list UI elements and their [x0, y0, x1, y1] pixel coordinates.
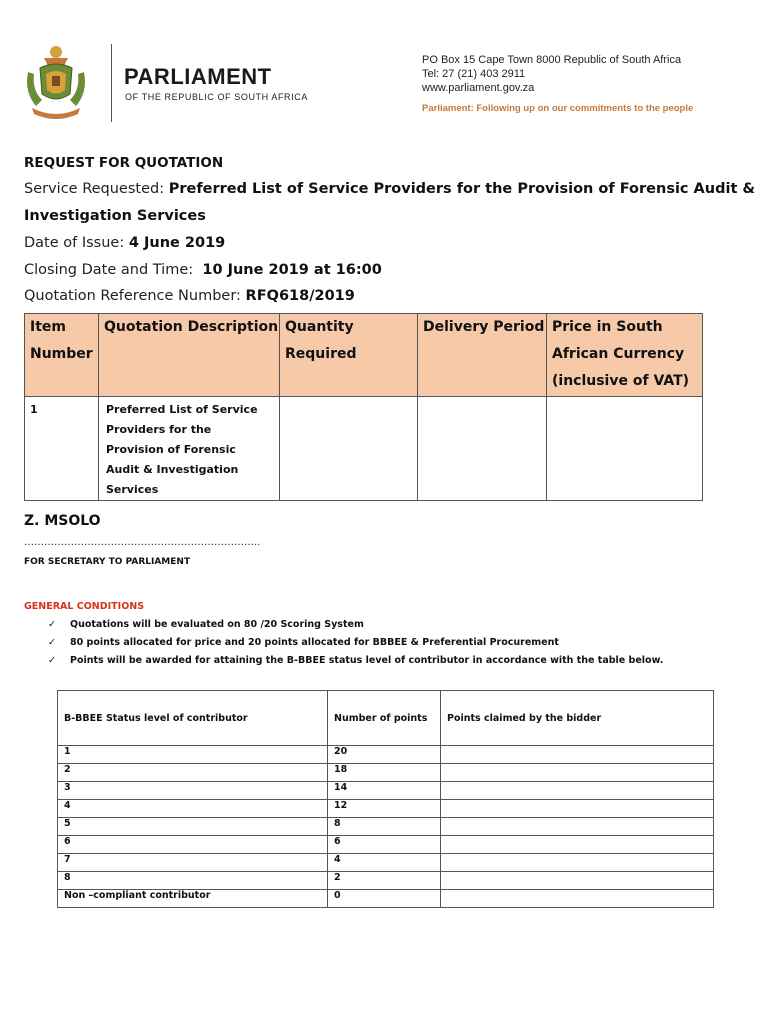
cell-claimed[interactable]: [441, 854, 714, 872]
cell-claimed[interactable]: [441, 782, 714, 800]
list-item: ✓ Points will be awarded for attaining the B-BBEE status level of contributor in accordance with the table below.: [48, 655, 664, 666]
cell-claimed[interactable]: [441, 818, 714, 836]
table-row: [25, 397, 703, 501]
bbbee-points-table: [57, 690, 714, 908]
col-status-level: B-BBEE Status level of contributor: [58, 691, 328, 746]
cell-level: 8: [58, 872, 328, 890]
issue-label: Date of Issue:: [24, 235, 125, 251]
service-requested-line-2: [24, 208, 206, 224]
quotation-table: [24, 313, 703, 501]
cell-points: 2: [328, 872, 441, 890]
tagline: Parliament: Following up on our commitments to the people: [422, 103, 694, 114]
date-of-issue-line: [24, 235, 225, 251]
reference-label: Quotation Reference Number:: [24, 288, 241, 304]
header-divider: [111, 44, 112, 122]
table-row: [58, 818, 714, 836]
cell-description: Preferred List of Service Providers for the Provision of Forensic Audit & Investigation Services: [99, 397, 280, 501]
cell-points: 20: [328, 746, 441, 764]
cell-points: 18: [328, 764, 441, 782]
cell-level: 5: [58, 818, 328, 836]
cell-quantity[interactable]: [280, 397, 418, 501]
cell-claimed[interactable]: [441, 764, 714, 782]
cell-claimed[interactable]: [441, 746, 714, 764]
reference-value: RFQ618/2019: [245, 288, 355, 304]
closing-date-line: [24, 262, 382, 278]
cell-points: 6: [328, 836, 441, 854]
service-label: Service Requested:: [24, 181, 165, 197]
col-description: Quotation Description: [99, 314, 280, 397]
checkmark-icon: ✓: [48, 655, 56, 666]
col-item-number: Item Number: [25, 314, 99, 397]
cell-claimed[interactable]: [441, 890, 714, 908]
cell-points: 12: [328, 800, 441, 818]
org-subtitle: OF THE REPUBLIC OF SOUTH AFRICA: [125, 92, 308, 102]
col-number-of-points: Number of points: [328, 691, 441, 746]
cell-level: 2: [58, 764, 328, 782]
cell-level: 3: [58, 782, 328, 800]
col-points-claimed: Points claimed by the bidder: [441, 691, 714, 746]
table-row: [58, 764, 714, 782]
address: PO Box 15 Cape Town 8000 Republic of South Africa: [422, 54, 682, 66]
list-item: ✓ 80 points allocated for price and 20 points allocated for BBBEE & Preferential Procurement: [48, 637, 559, 648]
service-requested-line: [24, 181, 755, 197]
table-row: [58, 800, 714, 818]
table-row: [58, 854, 714, 872]
cell-delivery[interactable]: [418, 397, 547, 501]
cell-level: 7: [58, 854, 328, 872]
general-conditions-heading: GENERAL CONDITIONS: [24, 601, 145, 612]
cell-points: 14: [328, 782, 441, 800]
cell-claimed[interactable]: [441, 800, 714, 818]
cell-item: 1: [25, 397, 99, 501]
service-value: Preferred List of Service Providers for the Provision of Forensic Audit &: [168, 181, 756, 197]
issue-value: 4 June 2019: [128, 235, 226, 251]
cell-claimed[interactable]: [441, 872, 714, 890]
reference-number-line: [24, 288, 355, 304]
closing-value: 10 June 2019 at 16:00: [202, 262, 382, 278]
org-name: PARLIAMENT: [124, 64, 272, 89]
cell-points: 8: [328, 818, 441, 836]
signatory-role: FOR SECRETARY TO PARLIAMENT: [24, 557, 191, 567]
col-quantity: Quantity Required: [280, 314, 418, 397]
quotation-table-header: [25, 314, 703, 397]
table-row: [58, 890, 714, 908]
table-row: [58, 872, 714, 890]
points-table-header: [58, 691, 714, 746]
table-row: [58, 746, 714, 764]
cell-claimed[interactable]: [441, 836, 714, 854]
table-row: [58, 836, 714, 854]
website-link[interactable]: www.parliament.gov.za: [422, 82, 535, 94]
checkmark-icon: ✓: [48, 619, 56, 630]
signatory-name: Z. MSOLO: [24, 513, 101, 529]
service-value-cont: Investigation Services: [24, 208, 206, 224]
col-delivery: Delivery Period: [418, 314, 547, 397]
col-price: Price in South African Currency (inclusive of VAT): [547, 314, 703, 397]
checkmark-icon: ✓: [48, 637, 56, 648]
cell-level: 6: [58, 836, 328, 854]
table-row: [58, 782, 714, 800]
signature-line: ……………………………………………………………..: [24, 537, 261, 548]
telephone: Tel: 27 (21) 403 2911: [422, 68, 526, 80]
closing-label: Closing Date and Time:: [24, 262, 194, 278]
cell-price[interactable]: [547, 397, 703, 501]
cell-level: 1: [58, 746, 328, 764]
document-title: REQUEST FOR QUOTATION: [24, 155, 224, 171]
cell-points: 4: [328, 854, 441, 872]
cell-level: 4: [58, 800, 328, 818]
parliament-crest-logo: [22, 42, 90, 120]
cell-level: Non –compliant contributor: [58, 890, 328, 908]
cell-points: 0: [328, 890, 441, 908]
list-item: ✓ Quotations will be evaluated on 80 /20 Scoring System: [48, 619, 364, 630]
